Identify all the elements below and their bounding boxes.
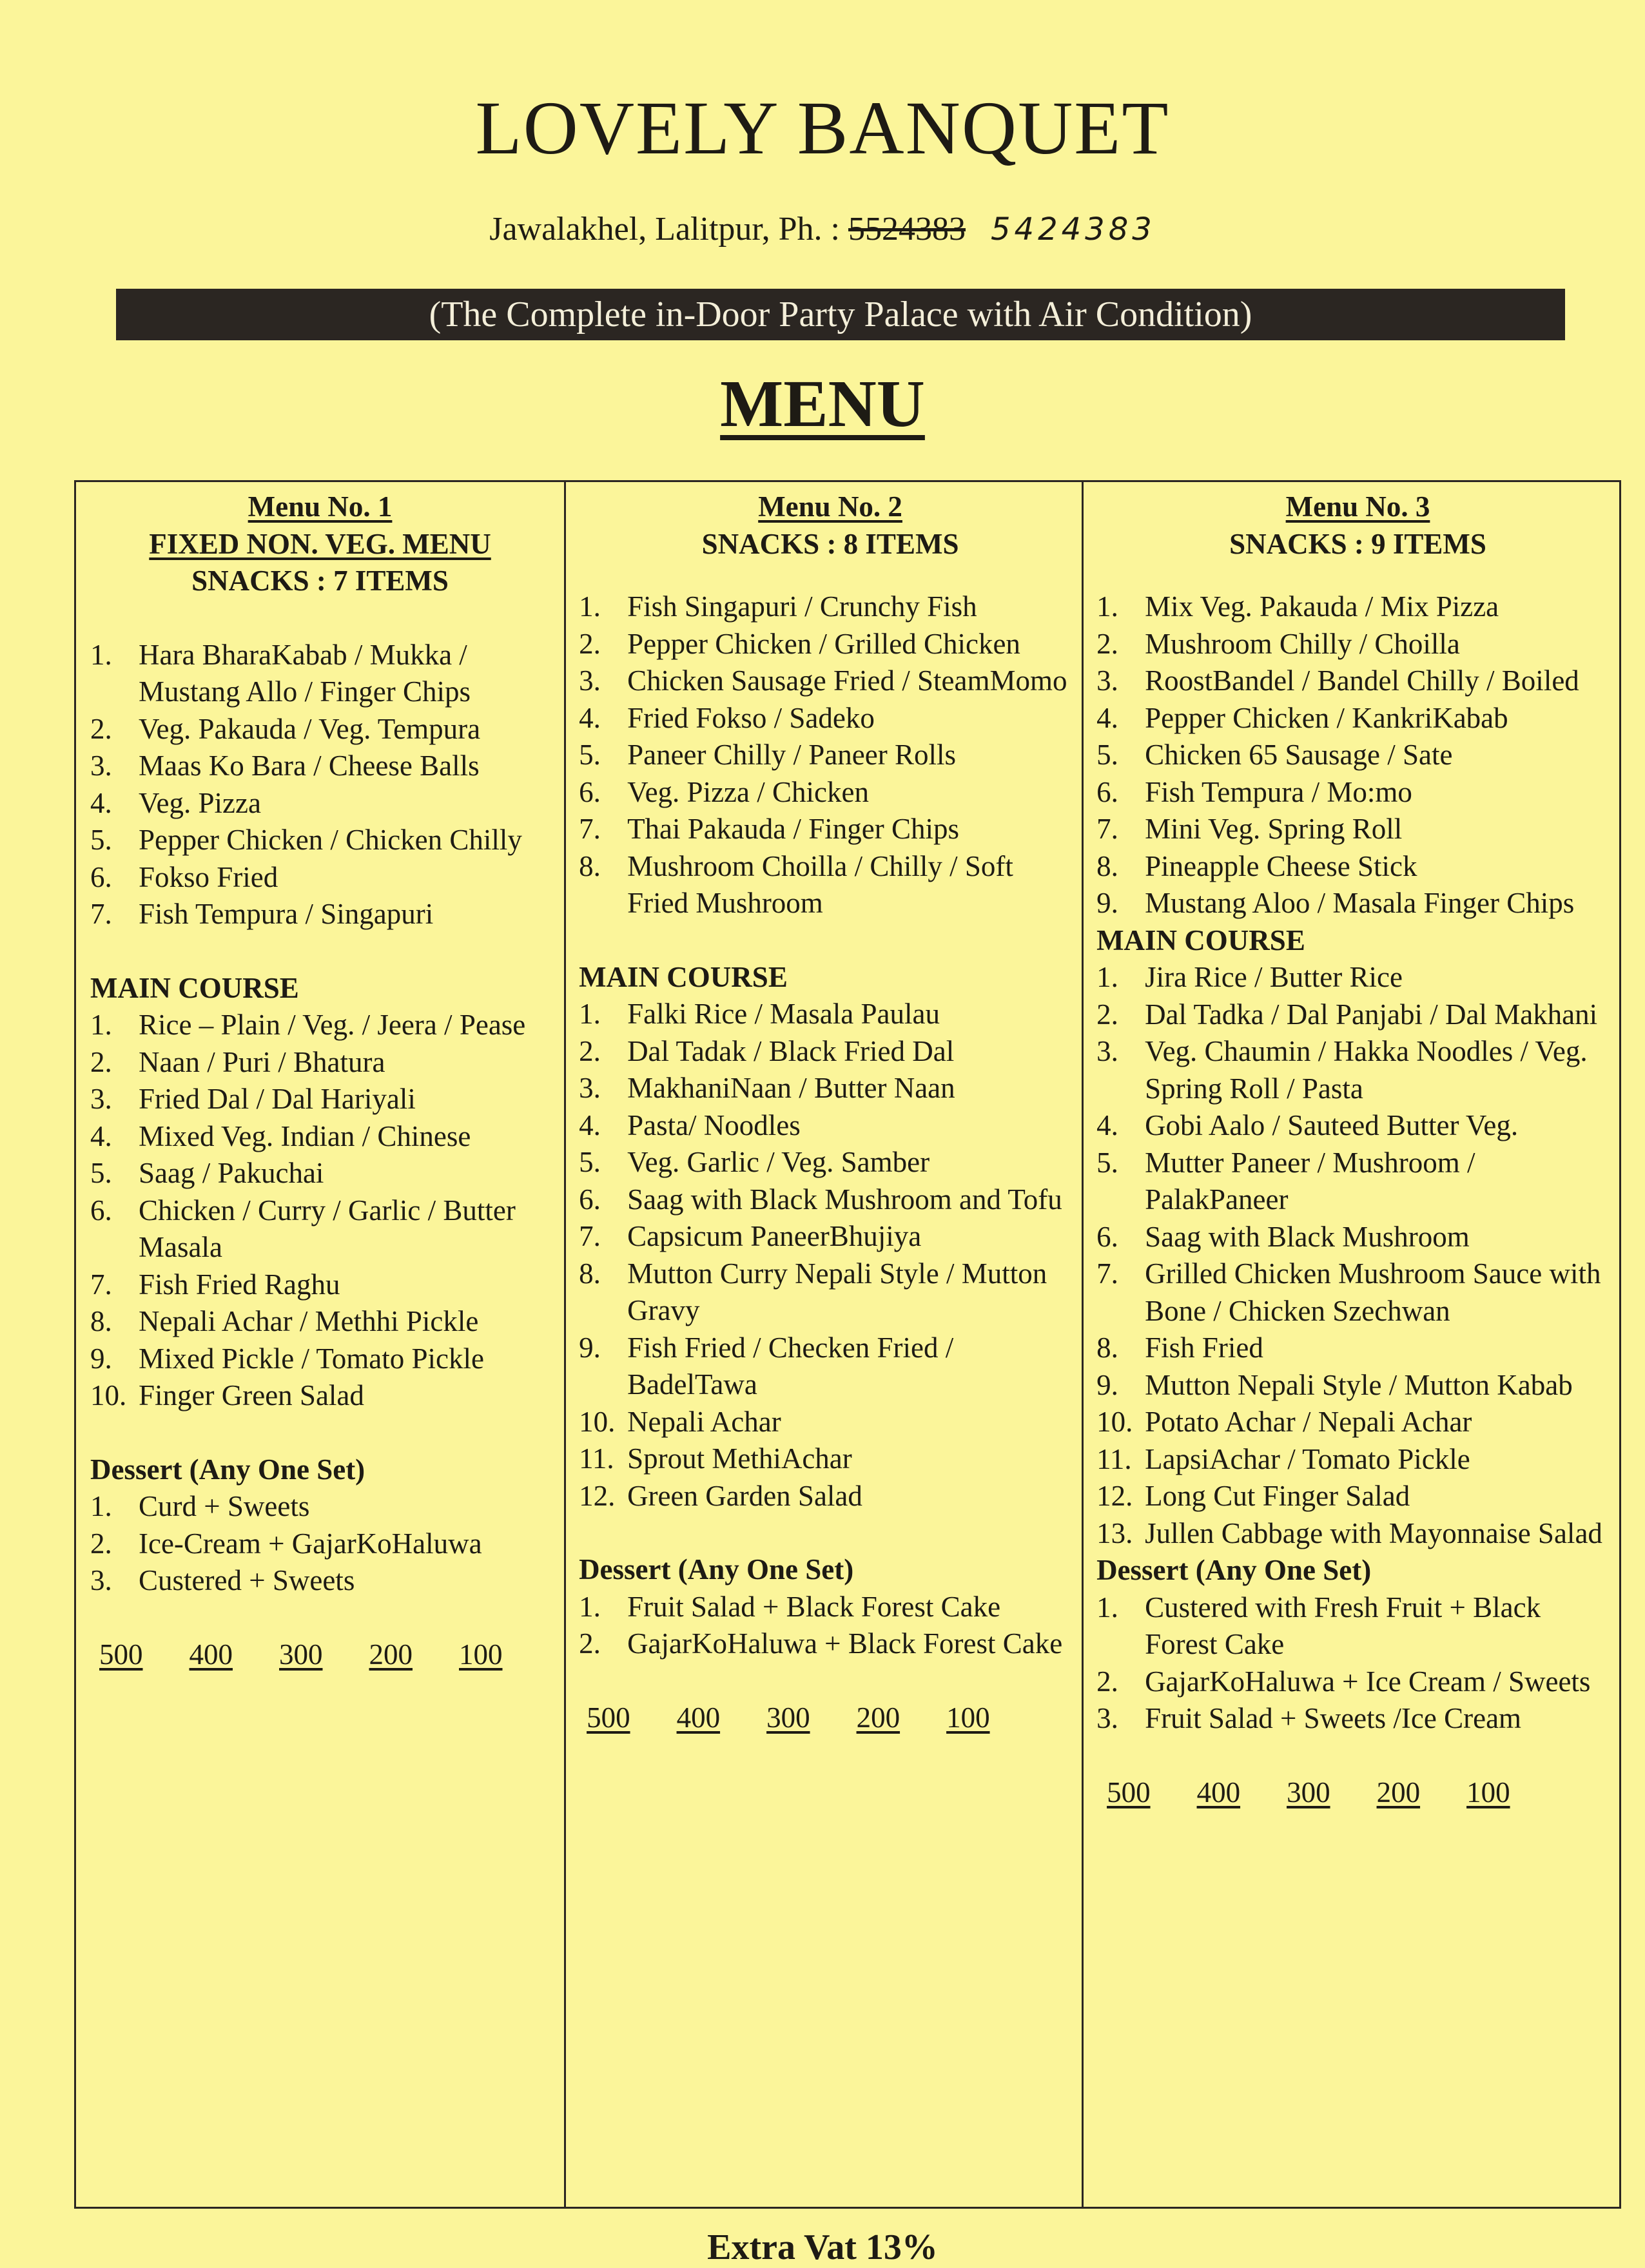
- item-number: 5.: [1096, 739, 1118, 771]
- item-number: 2.: [579, 627, 601, 660]
- item-number: 8.: [1096, 1332, 1118, 1364]
- item-number: 6.: [579, 1183, 601, 1216]
- item-text: Ice-Cream + GajarKoHaluwa: [139, 1527, 482, 1560]
- item-text: Chicken / Curry / Garlic / Butter Masala: [139, 1194, 516, 1263]
- list-item: [1096, 774, 1619, 811]
- list-item: [76, 1562, 564, 1600]
- list-item: [1096, 1700, 1619, 1738]
- old-phone-number: 5524383: [848, 211, 966, 247]
- item-number: 7.: [90, 1268, 112, 1301]
- item-number: 2.: [579, 1627, 601, 1660]
- price-option: 400: [676, 1701, 721, 1734]
- item-text: Pineapple Cheese Stick: [1145, 849, 1417, 882]
- item-text: Custered with Fresh Fruit + Black Forest Cake: [1145, 1591, 1541, 1660]
- list-item: [76, 1488, 564, 1526]
- list-item: [579, 1255, 1082, 1330]
- list-item: [579, 848, 1082, 922]
- item-text: Fried Fokso / Sadeko: [627, 701, 875, 734]
- menu-1-number: Menu No. 1: [248, 490, 393, 523]
- item-number: 9.: [1096, 1368, 1118, 1401]
- item-text: Fried Dal / Dal Hariyali: [139, 1083, 416, 1115]
- menu-1-heading: [76, 489, 564, 526]
- item-number: 2.: [1096, 998, 1118, 1031]
- list-item: [1096, 1330, 1619, 1367]
- item-number: 10.: [90, 1379, 127, 1411]
- menu-2-dessert-title: Dessert (Any One Set): [579, 1553, 854, 1585]
- handwritten-phone-number: 5424383: [991, 211, 1156, 247]
- item-text: Grilled Chicken Mushroom Sauce with Bone / Chicken Szechwan: [1145, 1257, 1601, 1327]
- item-number: 3.: [1096, 1702, 1118, 1734]
- item-text: Mutton Curry Nepali Style / Mutton Gravy: [627, 1257, 1047, 1326]
- item-number: 5.: [90, 824, 112, 856]
- list-item: [1096, 959, 1619, 996]
- price-option: 500: [1107, 1776, 1151, 1808]
- item-text: Pasta/ Noodles: [627, 1109, 801, 1141]
- list-item: [76, 1303, 564, 1341]
- item-text: Naan / Puri / Bhatura: [139, 1045, 385, 1078]
- item-number: 9.: [1096, 887, 1118, 919]
- list-item: [1096, 1367, 1619, 1404]
- item-text: Pepper Chicken / Grilled Chicken: [627, 627, 1020, 660]
- list-item: [1096, 1145, 1619, 1219]
- item-text: Fish Fried / Checken Fried / BadelTawa: [627, 1331, 954, 1401]
- item-number: 3.: [90, 750, 112, 782]
- item-number: 8.: [90, 1305, 112, 1337]
- item-number: 8.: [579, 1257, 601, 1290]
- item-number: 7.: [579, 813, 601, 845]
- list-item: [76, 711, 564, 748]
- item-text: Chicken 65 Sausage / Sate: [1145, 739, 1453, 771]
- item-text: Green Garden Salad: [627, 1479, 862, 1512]
- list-item: [1096, 1107, 1619, 1145]
- menu-3-dessert-list: [1096, 1589, 1619, 1738]
- item-number: 1.: [579, 1590, 601, 1623]
- menu-column-2: [566, 482, 1084, 2207]
- price-option: 100: [946, 1701, 990, 1734]
- item-number: 6.: [90, 860, 112, 893]
- item-number: 1.: [579, 998, 601, 1030]
- menu-1-main-course-title: MAIN COURSE: [90, 971, 299, 1004]
- item-number: 4.: [1096, 1109, 1118, 1141]
- list-item: [1096, 626, 1619, 663]
- list-item: [1096, 1515, 1619, 1553]
- list-item: [76, 1007, 564, 1044]
- item-number: 10.: [579, 1405, 616, 1438]
- item-number: 1.: [579, 590, 601, 623]
- list-item: [76, 1341, 564, 1378]
- list-item: [76, 748, 564, 785]
- item-text: MakhaniNaan / Butter Naan: [627, 1072, 955, 1104]
- price-option: 400: [189, 1638, 233, 1671]
- item-number: 9.: [90, 1342, 112, 1375]
- menu-1-dessert-list: [76, 1488, 564, 1600]
- menu-1-snacks-title: SNACKS : 7 ITEMS: [191, 565, 449, 597]
- price-option: 200: [369, 1638, 413, 1671]
- item-number: 6.: [90, 1194, 112, 1226]
- list-item: [76, 1044, 564, 1081]
- price-option: 100: [1466, 1776, 1510, 1808]
- list-item: [76, 822, 564, 859]
- menu-1-snacks-list: [76, 637, 564, 933]
- price-option: 500: [99, 1638, 143, 1671]
- menu-2-heading: [579, 489, 1082, 526]
- menu-heading-text: MENU: [720, 367, 925, 441]
- price-option: 200: [1376, 1776, 1421, 1808]
- list-item: [1096, 588, 1619, 626]
- list-item: [76, 1155, 564, 1192]
- list-item: [1096, 1663, 1619, 1701]
- list-item: [579, 1330, 1082, 1404]
- item-number: 4.: [579, 1109, 601, 1141]
- menu-3-number: Menu No. 3: [1285, 490, 1430, 523]
- item-number: 1.: [90, 1009, 112, 1041]
- item-text: Maas Ko Bara / Cheese Balls: [139, 750, 480, 782]
- menu-1-main-course-list: [76, 1007, 564, 1415]
- list-item: [1096, 811, 1619, 848]
- item-number: 3.: [90, 1564, 112, 1596]
- item-text: Fokso Fried: [139, 860, 278, 893]
- item-number: 4.: [579, 701, 601, 734]
- item-text: Rice – Plain / Veg. / Jeera / Pease: [139, 1009, 526, 1041]
- list-item: [579, 588, 1082, 626]
- list-item: [76, 859, 564, 897]
- item-number: 7.: [90, 898, 112, 930]
- item-text: Finger Green Salad: [139, 1379, 364, 1411]
- item-text: Dal Tadak / Black Fried Dal: [627, 1034, 955, 1067]
- menu-1-dessert-title: Dessert (Any One Set): [90, 1453, 365, 1486]
- item-number: 4.: [1096, 701, 1118, 734]
- list-item: [1096, 700, 1619, 737]
- list-item: [1096, 737, 1619, 774]
- item-number: 6.: [579, 775, 601, 808]
- item-text: Sprout MethiAchar: [627, 1442, 852, 1475]
- item-text: Saag / Pakuchai: [139, 1157, 324, 1189]
- list-item: [579, 700, 1082, 737]
- item-number: 7.: [579, 1220, 601, 1252]
- menu-1-subheading-text: FIXED NON. VEG. MENU: [149, 527, 491, 560]
- price-option: 400: [1196, 1776, 1241, 1808]
- list-item: [76, 1526, 564, 1563]
- item-number: 12.: [1096, 1480, 1133, 1512]
- list-item: [76, 896, 564, 933]
- item-number: 3.: [1096, 664, 1118, 697]
- menu-table: [74, 480, 1621, 2209]
- price-option: 300: [766, 1701, 810, 1734]
- item-number: 13.: [1096, 1517, 1133, 1549]
- item-text: Mushroom Choilla / Chilly / Soft Fried Mushroom: [627, 849, 1013, 919]
- item-text: Jira Rice / Butter Rice: [1145, 961, 1403, 993]
- item-text: RoostBandel / Bandel Chilly / Boiled: [1145, 664, 1579, 697]
- list-item: [76, 1192, 564, 1266]
- item-text: Hara BharaKabab / Mukka / Mustang Allo / Finger Chips: [139, 638, 471, 708]
- item-number: 10.: [1096, 1406, 1133, 1438]
- price-option: 500: [587, 1701, 630, 1734]
- list-item: [76, 1377, 564, 1415]
- list-item: [579, 774, 1082, 811]
- menu-heading: [0, 367, 1645, 441]
- list-item: [579, 1625, 1082, 1663]
- item-text: Custered + Sweets: [139, 1564, 355, 1596]
- list-item: [579, 1107, 1082, 1145]
- menu-column-3: [1084, 482, 1619, 2207]
- item-number: 2.: [1096, 627, 1118, 660]
- item-number: 11.: [579, 1442, 614, 1475]
- item-number: 3.: [579, 664, 601, 697]
- menu-3-snacks-list: [1096, 588, 1619, 922]
- item-text: Gobi Aalo / Sauteed Butter Veg.: [1145, 1109, 1519, 1141]
- list-item: [579, 1070, 1082, 1107]
- item-text: Thai Pakauda / Finger Chips: [627, 813, 959, 845]
- item-number: 6.: [1096, 1220, 1118, 1253]
- item-number: 1.: [1096, 1591, 1118, 1623]
- menu-3-main-course-list: [1096, 959, 1619, 1552]
- item-text: Chicken Sausage Fried / SteamMomo: [627, 664, 1067, 697]
- item-number: 7.: [1096, 813, 1118, 845]
- list-item: [76, 1118, 564, 1156]
- item-text: Fish Fried Raghu: [139, 1268, 340, 1301]
- list-item: [76, 637, 564, 711]
- list-item: [579, 1218, 1082, 1255]
- item-text: Nepali Achar: [627, 1405, 781, 1438]
- item-text: Veg. Chaumin / Hakka Noodles / Veg. Spring Roll / Pasta: [1145, 1035, 1588, 1105]
- item-text: Mutton Nepali Style / Mutton Kabab: [1145, 1368, 1573, 1401]
- item-text: Mixed Veg. Indian / Chinese: [139, 1119, 471, 1152]
- item-text: Fish Tempura / Mo:mo: [1145, 775, 1412, 808]
- item-number: 5.: [90, 1157, 112, 1189]
- list-item: [1096, 1404, 1619, 1441]
- menu-3-price-options: [1096, 1774, 1619, 1812]
- list-item: [1096, 663, 1619, 700]
- item-number: 1.: [1096, 590, 1118, 623]
- vat-note: Extra Vat 13%: [707, 2227, 938, 2267]
- item-text: Pepper Chicken / Chicken Chilly: [139, 824, 522, 856]
- item-text: GajarKoHaluwa + Black Forest Cake: [627, 1627, 1063, 1660]
- list-item: [76, 1081, 564, 1118]
- list-item: [579, 1404, 1082, 1441]
- item-text: Nepali Achar / Methhi Pickle: [139, 1305, 479, 1337]
- tagline-banner: (The Complete in-Door Party Palace with Air Condition): [116, 289, 1565, 340]
- item-text: Pepper Chicken / KankriKabab: [1145, 701, 1508, 734]
- item-text: Veg. Pizza: [139, 786, 261, 819]
- menu-2-price-options: [579, 1700, 1082, 1737]
- item-number: 3.: [579, 1072, 601, 1104]
- menu-3-heading: [1096, 489, 1619, 526]
- list-item: [1096, 848, 1619, 886]
- menu-2-main-course-title: MAIN COURSE: [579, 960, 788, 993]
- item-number: 5.: [579, 1146, 601, 1178]
- item-text: Fish Tempura / Singapuri: [139, 898, 434, 930]
- item-text: Fish Fried: [1145, 1332, 1263, 1364]
- list-item: [1096, 1441, 1619, 1478]
- item-number: 6.: [1096, 775, 1118, 808]
- item-number: 2.: [90, 1527, 112, 1560]
- price-option: 300: [279, 1638, 323, 1671]
- price-option: 300: [1287, 1776, 1330, 1808]
- list-item: [76, 1266, 564, 1304]
- item-number: 11.: [1096, 1442, 1132, 1475]
- menu-column-1: [76, 482, 566, 2207]
- item-text: Mixed Pickle / Tomato Pickle: [139, 1342, 484, 1375]
- item-text: Potato Achar / Nepali Achar: [1145, 1406, 1472, 1438]
- item-text: Curd + Sweets: [139, 1490, 310, 1522]
- item-text: Fruit Salad + Sweets /Ice Cream: [1145, 1702, 1522, 1734]
- item-number: 7.: [1096, 1257, 1118, 1290]
- menu-1-subheading: [76, 526, 564, 563]
- list-item: [579, 1181, 1082, 1219]
- list-item: [1096, 1589, 1619, 1663]
- item-number: 3.: [1096, 1035, 1118, 1067]
- item-text: Veg. Pakauda / Veg. Tempura: [139, 712, 481, 745]
- list-item: [579, 1033, 1082, 1071]
- item-text: Falki Rice / Masala Paulau: [627, 998, 940, 1030]
- item-number: 12.: [579, 1479, 616, 1512]
- item-number: 4.: [90, 1119, 112, 1152]
- item-number: 2.: [579, 1034, 601, 1067]
- price-option: 100: [459, 1638, 503, 1671]
- list-item: [1096, 1255, 1619, 1330]
- item-text: Dal Tadka / Dal Panjabi / Dal Makhani: [1145, 998, 1598, 1031]
- menu-3-main-course-title: MAIN COURSE: [1096, 924, 1305, 956]
- menu-2-snacks-list: [579, 588, 1082, 922]
- item-text: Capsicum PaneerBhujiya: [627, 1220, 922, 1252]
- item-number: 4.: [90, 786, 112, 819]
- list-item: [579, 663, 1082, 700]
- item-text: Mini Veg. Spring Roll: [1145, 813, 1403, 845]
- item-text: Long Cut Finger Salad: [1145, 1480, 1410, 1512]
- item-number: 2.: [90, 1045, 112, 1078]
- item-text: Jullen Cabbage with Mayonnaise Salad: [1145, 1517, 1602, 1549]
- menu-1-price-options: [76, 1636, 564, 1674]
- item-number: 9.: [579, 1331, 601, 1364]
- item-text: Saag with Black Mushroom: [1145, 1220, 1470, 1253]
- menu-3-snacks-title: SNACKS : 9 ITEMS: [1229, 527, 1486, 560]
- list-item: [1096, 1033, 1619, 1107]
- item-number: 2.: [1096, 1665, 1118, 1698]
- list-item: [579, 737, 1082, 774]
- menu-3-dessert-title: Dessert (Any One Set): [1096, 1554, 1372, 1586]
- item-number: 8.: [1096, 849, 1118, 882]
- item-text: Paneer Chilly / Paneer Rolls: [627, 739, 956, 771]
- list-item: [579, 811, 1082, 848]
- menu-2-number: Menu No. 2: [758, 490, 902, 523]
- address-line: [0, 213, 1645, 246]
- list-item: [1096, 1478, 1619, 1515]
- item-number: 1.: [90, 1490, 112, 1522]
- item-text: Mix Veg. Pakauda / Mix Pizza: [1145, 590, 1499, 623]
- list-item: [1096, 996, 1619, 1034]
- item-text: GajarKoHaluwa + Ice Cream / Sweets: [1145, 1665, 1591, 1698]
- list-item: [579, 996, 1082, 1033]
- item-text: Fish Singapuri / Crunchy Fish: [627, 590, 977, 623]
- menu-2-snacks-title: SNACKS : 8 ITEMS: [701, 527, 959, 560]
- list-item: [1096, 885, 1619, 922]
- list-item: [76, 785, 564, 822]
- item-text: Mustang Aloo / Masala Finger Chips: [1145, 887, 1575, 919]
- item-text: Veg. Garlic / Veg. Samber: [627, 1146, 930, 1178]
- item-number: 5.: [1096, 1146, 1118, 1179]
- list-item: [579, 626, 1082, 663]
- item-text: LapsiAchar / Tomato Pickle: [1145, 1442, 1470, 1475]
- list-item: [579, 1478, 1082, 1515]
- banquet-title: LOVELY BANQUET: [475, 86, 1170, 170]
- item-text: Mutter Paneer / Mushroom / PalakPaneer: [1145, 1146, 1475, 1216]
- item-number: 5.: [579, 739, 601, 771]
- address-text: Jawalakhel, Lalitpur, Ph. :: [489, 211, 840, 247]
- menu-2-dessert-list: [579, 1589, 1082, 1663]
- item-number: 8.: [579, 849, 601, 882]
- item-text: Veg. Pizza / Chicken: [627, 775, 869, 808]
- item-number: 2.: [90, 712, 112, 745]
- item-text: Mushroom Chilly / Choilla: [1145, 627, 1460, 660]
- item-text: Saag with Black Mushroom and Tofu: [627, 1183, 1062, 1216]
- item-number: 1.: [1096, 961, 1118, 993]
- list-item: [579, 1440, 1082, 1478]
- price-option: 200: [856, 1701, 900, 1734]
- item-number: 3.: [90, 1083, 112, 1115]
- item-text: Fruit Salad + Black Forest Cake: [627, 1590, 1001, 1623]
- list-item: [1096, 1219, 1619, 1256]
- menu-2-main-course-list: [579, 996, 1082, 1515]
- list-item: [579, 1589, 1082, 1626]
- list-item: [579, 1144, 1082, 1181]
- item-number: 1.: [90, 638, 112, 671]
